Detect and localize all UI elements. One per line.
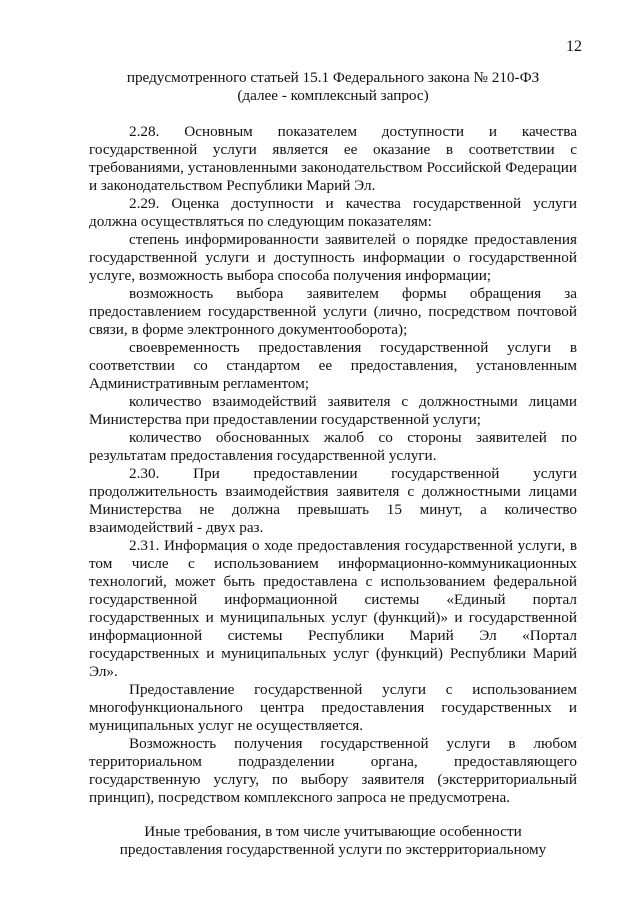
indicator-item: возможность выбора заявителем формы обращения за предоставлением государственной услуги (лично, посредством почтовой связи, в форме электронного документооборота); xyxy=(89,285,577,338)
section-2-30 xyxy=(89,465,577,537)
section-number: 2.29. xyxy=(129,195,160,212)
document-body xyxy=(89,69,577,859)
section-text: Основным показателем доступности и качества государственной услуги является ее оказание в соответствии с требованиями, установленными законодательством Российской Федерации и законодательством Республики Марий Эл. xyxy=(89,123,577,194)
section-number: 2.31. xyxy=(129,537,160,554)
section-2-31 xyxy=(89,537,577,681)
paragraph: Возможность получения государственной услуги в любом территориальном подразделении органа, предоставляющего государственную услугу, по выбору заявителя (экстерриториальный принцип), посредством комплексного запроса не предусмотрена. xyxy=(89,735,577,806)
indicator-item: количество обоснованных жалоб со стороны заявителей по результатам предоставления государственной услуги. xyxy=(89,429,577,464)
indicator-item: количество взаимодействий заявителя с должностными лицами Министерства при предоставлении государственной услуги; xyxy=(89,393,577,428)
section-text: При предоставлении государственной услуги продолжительность взаимодействия заявителя с должностными лицами Министерства не должна превышать 15 минут, а количество взаимодействий - двух раз. xyxy=(89,465,578,536)
page-number: 12 xyxy=(566,38,582,55)
intro-line-2: (далее - комплексный запрос) xyxy=(237,87,429,104)
section-heading xyxy=(89,823,577,859)
paragraph: Предоставление государственной услуги с использованием многофункционального центра предоставления государственных и муниципальных услуг не осуществляется. xyxy=(89,681,577,734)
section-2-29 xyxy=(89,195,577,231)
section-text: Информация о ходе предоставления государственной услуги, в том числе с использованием информационно-коммуникационных технологий, может быть предоставлена с использованием федеральной государственной информационной системы «Единый портал государственных и муниципальных услуг (функций)» и государственной информационной системы Республики Марий Эл «Портал государственных и муниципальных услуг (функций) Республики Марий Эл». xyxy=(89,537,577,680)
section-number: 2.28. xyxy=(129,123,160,140)
indicator-item: своевременность предоставления государственной услуги в соответствии со стандартом ее предоставления, установленным Административным регламентом; xyxy=(89,339,577,392)
section-number: 2.30. xyxy=(129,465,160,482)
intro-line-1: предусмотренного статьей 15.1 Федерального закона № 210-ФЗ xyxy=(126,69,540,86)
heading-line-2: предоставления государственной услуги по экстерриториальному xyxy=(119,841,547,858)
section-2-28 xyxy=(89,123,577,195)
heading-line-1: Иные требования, в том числе учитывающие особенности xyxy=(144,823,522,840)
indicator-item: степень информированности заявителей о порядке предоставления государственной услуги и доступность информации о государственной услуге, возможность выбора способа получения информации; xyxy=(89,231,577,284)
section-text: Оценка доступности и качества государственной услуги должна осуществляться по следующим показателям: xyxy=(89,195,578,230)
